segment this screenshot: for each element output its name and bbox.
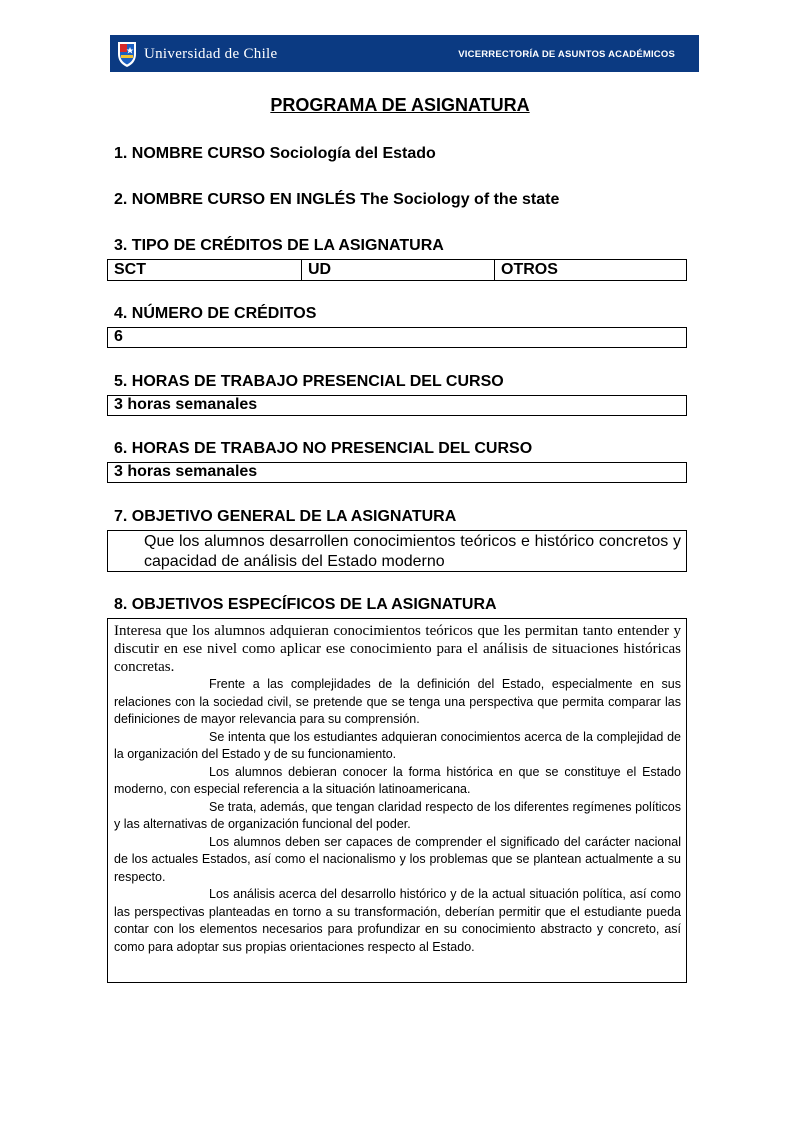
- vicerrectoria-name: VICERRECTORÍA DE ASUNTOS ACADÉMICOS: [458, 49, 675, 60]
- section-noncontact-hours-heading: 6. HORAS DE TRABAJO NO PRESENCIAL DEL CURSO: [114, 440, 533, 457]
- specific-objectives-content: [114, 622, 681, 956]
- credit-type-table: [107, 259, 687, 281]
- credit-type-ud: UD: [301, 260, 494, 280]
- university-name: Universidad de Chile: [144, 46, 278, 62]
- section-specific-objectives-heading: 8. OBJETIVOS ESPECÍFICOS DE LA ASIGNATURA: [114, 596, 497, 613]
- header-banner: [110, 35, 699, 72]
- credit-type-otros: OTROS: [494, 260, 687, 280]
- credits-value: 6: [114, 328, 123, 345]
- section-course-name: 1. NOMBRE CURSO Sociología del Estado: [114, 145, 436, 162]
- section-course-name-english: 2. NOMBRE CURSO EN INGLÉS The Sociology of the state: [114, 191, 560, 208]
- section-contact-hours-heading: 5. HORAS DE TRABAJO PRESENCIAL DEL CURSO: [114, 373, 504, 390]
- objective-paragraph: Se trata, además, que tengan claridad respecto de los diferentes regímenes políticos y las alternativas de organización funcional del poder.: [114, 799, 681, 831]
- credit-type-sct: SCT: [114, 261, 146, 278]
- section-general-objective-heading: 7. OBJETIVO GENERAL DE LA ASIGNATURA: [114, 508, 457, 525]
- noncontact-hours-value: 3 horas semanales: [114, 463, 258, 480]
- objective-paragraph: Los alumnos deben ser capaces de comprender el significado del carácter nacional de los actuales Estados, así como el nacionalismo y los problemas que se plantean actualmente a su respecto.: [114, 834, 681, 884]
- university-crest-icon: [116, 39, 138, 68]
- objective-paragraph: Los análisis acerca del desarrollo histórico y de la actual situación política, así como las perspectivas planteadas en torno a su transformación, deberían permitir que el estudiante pueda contar con los elementos necesarios para profundizar en su conocimiento abstracto y concreto, así como para adoptar sus propias orientaciones respecto al Estado.: [114, 887, 681, 954]
- contact-hours-box: [107, 395, 687, 416]
- noncontact-hours-box: [107, 462, 687, 483]
- specific-objectives-box: [107, 618, 687, 983]
- section-credit-type-heading: 3. TIPO DE CRÉDITOS DE LA ASIGNATURA: [114, 237, 444, 254]
- specific-objectives-intro: Interesa que los alumnos adquieran conocimientos teóricos que les permitan tanto entender y discutir en ese nivel como aplicar ese conocimiento para el análisis de situaciones históricas concretas.: [114, 623, 681, 675]
- general-objective-text: Que los alumnos desarrollen conocimientos teóricos e histórico concretos y capacidad de análisis del Estado moderno: [144, 533, 681, 570]
- section-credits-heading: 4. NÚMERO DE CRÉDITOS: [114, 305, 317, 322]
- objective-paragraph: Se intenta que los estudiantes adquieran conocimientos acerca de la complejidad de la organización del Estado y de su funcionamiento.: [114, 729, 681, 761]
- credits-box: [107, 327, 687, 348]
- contact-hours-value: 3 horas semanales: [114, 396, 258, 413]
- objective-paragraph: Frente a las complejidades de la definición del Estado, especialmente en sus relaciones con la sociedad civil, se pretende que se tenga una perspectiva que permita comparar las definiciones de mayor relevancia para su comprensión.: [114, 677, 681, 726]
- objective-paragraph: Los alumnos debieran conocer la forma histórica en que se constituye el Estado moderno, con especial referencia a la situación latinoamericana.: [114, 764, 681, 796]
- general-objective-box: [107, 530, 687, 572]
- page-title: PROGRAMA DE ASIGNATURA: [270, 95, 530, 115]
